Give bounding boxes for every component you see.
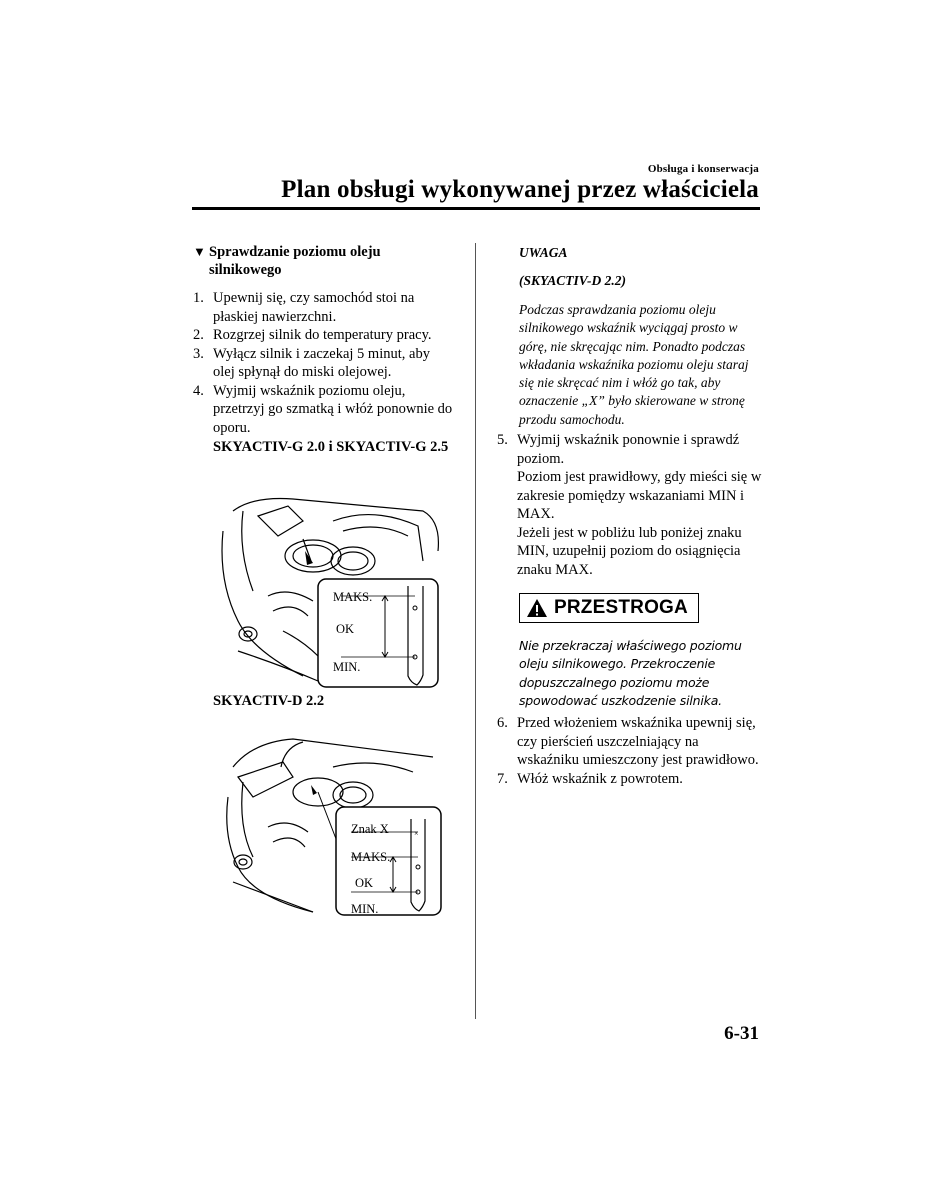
engine-figure-skyactiv-g <box>193 491 443 691</box>
list-item: 3. Wyłącz silnik i zaczekaj 5 minut, aby olej spłynął do miski olejowej. <box>193 345 430 380</box>
min-label: MIN. <box>333 660 361 674</box>
subsection-heading: ▼ Sprawdzanie poziomu oleju silnikowego <box>193 244 381 278</box>
list-item: 7. Włóż wskaźnik z powrotem. <box>497 770 683 787</box>
list-item: 1. Upewnij się, czy samochód stoi na płaskiej nawierzchni. <box>193 290 415 325</box>
model-heading-g: SKYACTIV-G 2.0 i SKYACTIV-G 2.5 <box>213 439 449 455</box>
page-title: Plan obsługi wykonywanej przez właściciela <box>281 176 759 203</box>
list-item: 4. Wyjmij wskaźnik poziomu oleju, przetrzyj go szmatką i włóż ponownie do oporu. SKYACTIV-G 2.0 i SKYACTIV-G 2.5 <box>193 382 455 457</box>
left-column <box>193 243 455 916</box>
x-mark-icon: × <box>414 829 419 838</box>
right-column <box>497 243 762 788</box>
page-number: 6-31 <box>724 1023 759 1044</box>
steps-list-final <box>497 714 762 788</box>
engine-illustration-d <box>193 737 443 917</box>
note-text: Podczas sprawdzania poziomu oleju silnikowego wskaźnik wyciągaj prosto w górę, nie skręcając nim. Ponadto podczas wkładania wskaźnika poziomu oleju staraj się nie skręcać nim i włóż go tak, aby oznaczenie „X” było skierowane w stronę przodu samochodu. <box>519 302 749 427</box>
list-item: 6. Przed włożeniem wskaźnika upewnij się, czy pierścień uszczelniający na wskaźniku umieszczony jest prawidłowo. <box>497 715 759 769</box>
ok-label: OK <box>336 622 355 636</box>
warning-triangle-icon <box>526 598 548 618</box>
note-subheading: (SKYACTIV-D 2.2) <box>519 273 627 288</box>
title-rule <box>192 207 760 210</box>
maks-label: MAKS. <box>351 850 391 864</box>
ok-label: OK <box>355 876 374 890</box>
note-heading: UWAGA <box>519 245 568 260</box>
list-item: 2. Rozgrzej silnik do temperatury pracy. <box>193 327 432 343</box>
engine-illustration-g <box>193 491 443 691</box>
list-item: 5. Wyjmij wskaźnik ponownie i sprawdź poziom. Poziom jest prawidłowy, gdy mieści się w zakresie pomiędzy wskazaniami MIN i MAX. Jeżeli jest w pobliżu lub poniżej znaku MIN, uzupełnij poziom do osiągnięcia znaku MAX. <box>497 432 762 578</box>
warning-label: PRZESTROGA <box>554 597 688 619</box>
section-label: Obsługa i konserwacja <box>647 163 759 175</box>
column-divider <box>475 243 476 1019</box>
model-heading-d: SKYACTIV-D 2.2 <box>213 693 325 709</box>
warning-box <box>519 593 699 623</box>
steps-list-continued <box>497 431 762 579</box>
engine-figure-skyactiv-d <box>193 737 443 917</box>
maks-label: MAKS. <box>333 590 373 604</box>
min-label: MIN. <box>351 902 379 916</box>
steps-list <box>193 289 455 457</box>
warning-text: Nie przekraczaj właściwego poziomu oleju silnikowego. Przekroczenie dopuszczalnego poziomu może spowodować uszkodzenie silnika. <box>519 638 742 708</box>
znak-x-label: Znak X <box>351 822 389 836</box>
triangle-bullet-icon: ▼ <box>193 244 206 259</box>
